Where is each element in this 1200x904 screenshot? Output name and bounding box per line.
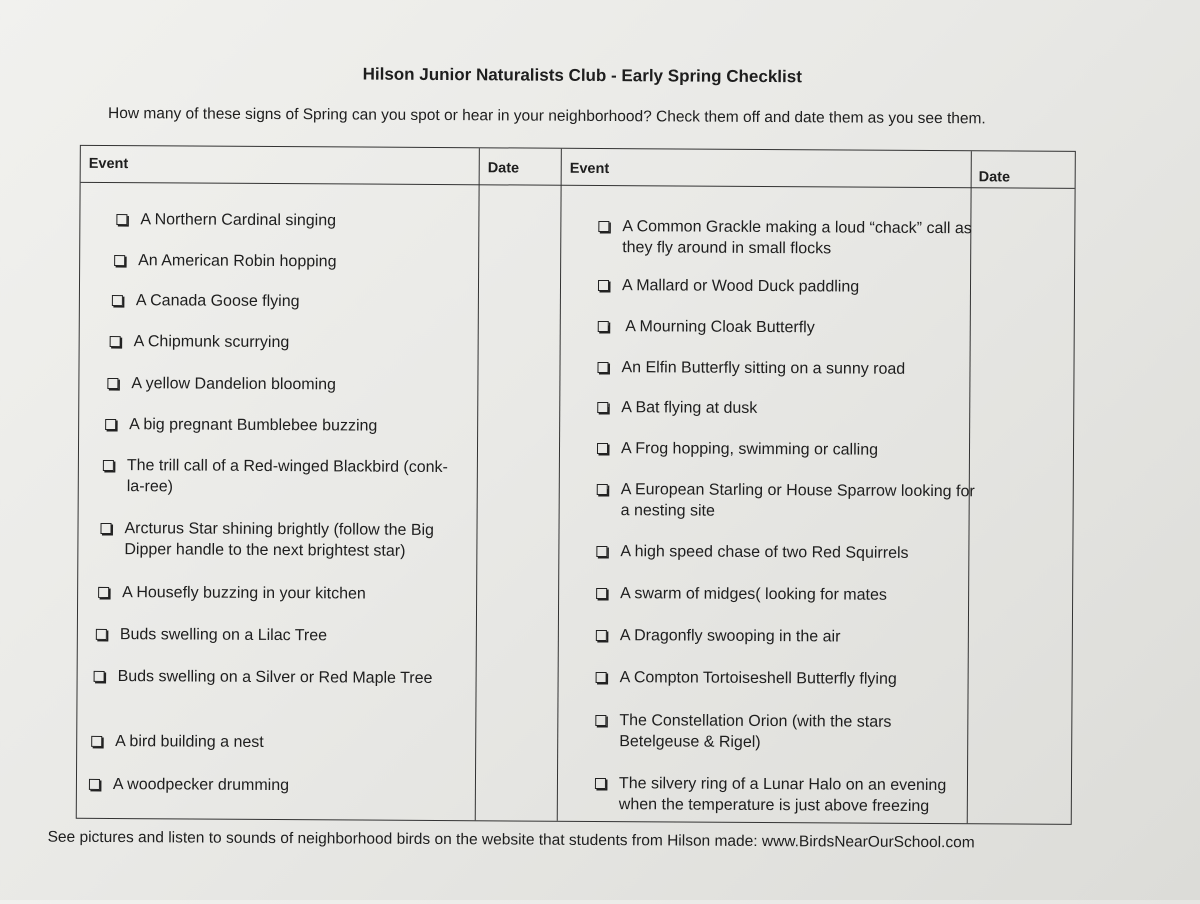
list-item: Buds swelling on a Silver or Red Maple Tree (94, 666, 454, 689)
list-item: Buds swelling on a Lilac Tree (96, 624, 456, 647)
checkbox-icon[interactable] (105, 419, 116, 430)
checkbox-icon[interactable] (596, 546, 607, 557)
checkbox-icon[interactable] (98, 587, 109, 598)
checkbox-icon[interactable] (91, 736, 102, 747)
list-item: A Northern Cardinal singing (116, 209, 476, 232)
checkbox-icon[interactable] (96, 629, 107, 640)
header-event-left: Event (88, 155, 129, 173)
list-item: A high speed chase of two Red Squirrels (596, 541, 976, 564)
list-item: A Compton Tortoiseshell Butterfly flying (596, 667, 976, 690)
checkbox-icon[interactable] (103, 460, 114, 471)
checkbox-icon[interactable] (596, 630, 607, 641)
checklist-table (76, 145, 1076, 825)
list-item: A woodpecker drumming (89, 774, 449, 797)
checkbox-icon[interactable] (100, 523, 111, 534)
list-item: A Common Grackle making a loud “chack” call as they fly around in small flocks (598, 216, 978, 260)
checkbox-icon[interactable] (596, 672, 607, 683)
list-item: A big pregnant Bumblebee buzzing (105, 414, 465, 437)
list-item: A Housefly buzzing in your kitchen (98, 582, 458, 605)
list-item: A yellow Dandelion blooming (107, 373, 467, 396)
header-date-left: Date (487, 160, 520, 177)
checkbox-icon[interactable] (107, 378, 118, 389)
checkbox-icon[interactable] (598, 321, 609, 332)
list-item: Arcturus Star shining brightly (follow the Big Dipper handle to the next brightest star) (100, 518, 460, 562)
checkbox-icon[interactable] (89, 779, 100, 790)
checkbox-icon[interactable] (94, 671, 105, 682)
header-divider (81, 182, 1075, 189)
checkbox-icon[interactable] (114, 255, 125, 266)
list-item: A swarm of midges( looking for mates (596, 583, 976, 606)
checkbox-icon[interactable] (596, 588, 607, 599)
checkbox-icon[interactable] (112, 295, 123, 306)
checkbox-icon[interactable] (597, 402, 608, 413)
intro-text: How many of these signs of Spring can you spot or hear in your neighborhood? Check them off and date them as you see them. (107, 104, 986, 128)
checkbox-icon[interactable] (598, 280, 609, 291)
checkbox-icon[interactable] (595, 778, 606, 789)
checkbox-icon[interactable] (595, 715, 606, 726)
checkbox-icon[interactable] (598, 221, 609, 232)
header-date-right: Date (978, 169, 1011, 186)
list-item: A European Starling or House Sparrow looking for a nesting site (597, 479, 977, 523)
list-item: A Frog hopping, swimming or calling (597, 438, 977, 461)
checkbox-icon[interactable] (597, 443, 608, 454)
column-divider (475, 148, 480, 820)
list-item: The silvery ring of a Lunar Halo on an evening when the temperature is just above freezing (595, 773, 975, 817)
list-item: A Mallard or Wood Duck paddling (598, 275, 978, 298)
checkbox-icon[interactable] (597, 362, 608, 373)
list-item: A Canada Goose flying (112, 290, 472, 313)
list-item: An American Robin hopping (114, 250, 474, 273)
list-item: A Dragonfly swooping in the air (596, 625, 976, 648)
list-item: A Chipmunk scurrying (110, 331, 470, 354)
list-item: A bird building a nest (91, 731, 451, 754)
list-item: A Bat flying at dusk (597, 397, 977, 420)
footer-text: See pictures and listen to sounds of neighborhood birds on the website that students from Hilson made: www.BirdsNearOurSchool.com (47, 828, 975, 852)
header-event-right: Event (569, 160, 610, 178)
list-item: The Constellation Orion (with the stars Betelgeuse & Rigel) (595, 710, 975, 754)
list-item: The trill call of a Red-winged Blackbird (conk-la-ree) (103, 455, 463, 499)
column-divider (557, 149, 562, 821)
list-item: An Elfin Butterfly sitting on a sunny road (597, 357, 977, 380)
list-item: A Mourning Cloak Butterfly (598, 316, 978, 339)
checkbox-icon[interactable] (110, 336, 121, 347)
checkbox-icon[interactable] (597, 484, 608, 495)
page-title: Hilson Junior Naturalists Club - Early Spring Checklist (362, 64, 802, 87)
checkbox-icon[interactable] (116, 214, 127, 225)
